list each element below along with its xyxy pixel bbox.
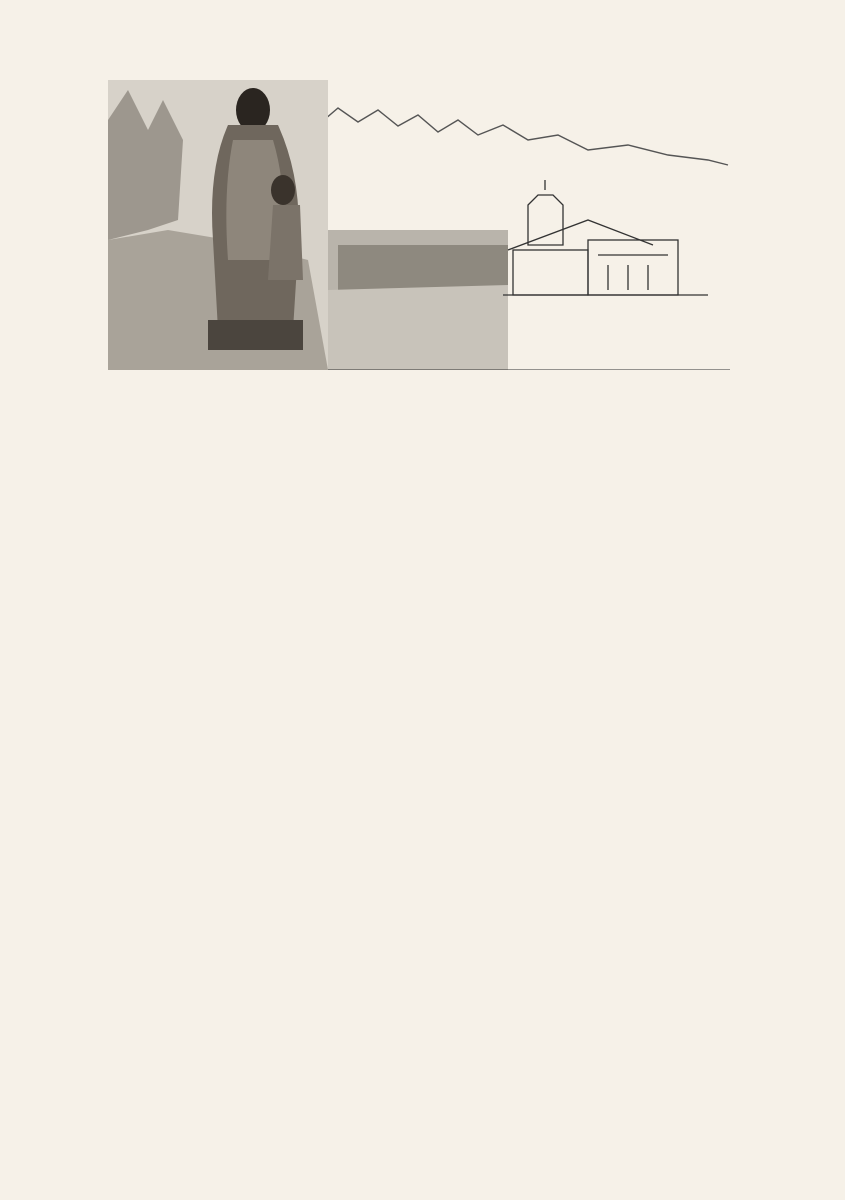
sheet-music [100,935,740,1125]
header-illustration [108,80,730,370]
